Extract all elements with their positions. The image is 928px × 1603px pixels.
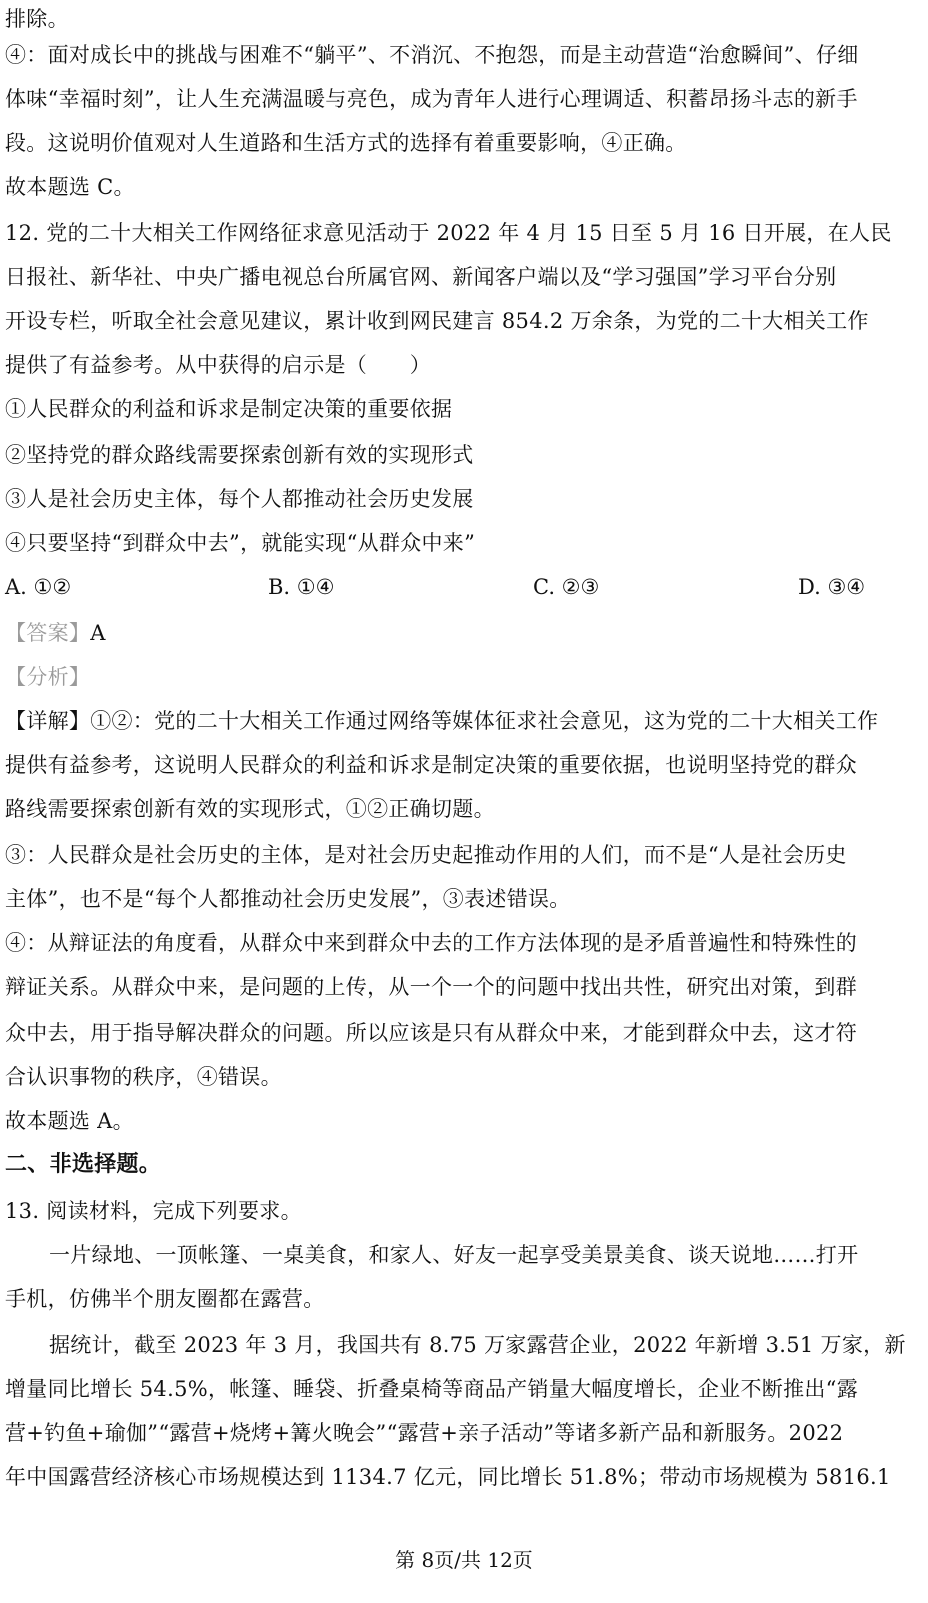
- statement-3: ③人是社会历史主体，每个人都推动社会历史发展: [5, 487, 474, 511]
- detail-line: ③：人民群众是社会历史的主体，是对社会历史起推动作用的人们，而不是“人是社会历史: [5, 843, 847, 867]
- text-line: 日报社、新华社、中央广播电视总台所属官网、新闻客户端以及“学习强国”学习平台分别: [5, 265, 837, 289]
- detail-line: 故本题选 A。: [5, 1109, 134, 1133]
- statement-4: ④只要坚持“到群众中去”，就能实现“从群众中来”: [5, 531, 476, 555]
- answer-line: [5, 614, 910, 652]
- analysis-label: 【分析】: [5, 665, 91, 689]
- answer-label: 【答案】: [5, 621, 91, 645]
- page-footer: 第 8页/共 12页: [395, 1548, 533, 1572]
- text-line: 提供了有益参考。从中获得的启示是（ ）: [5, 353, 431, 377]
- detail-line: 提供有益参考，这说明人民群众的利益和诉求是制定决策的重要依据，也说明坚持党的群众: [5, 753, 857, 777]
- material-line: 年中国露营经济核心市场规模达到 1134.7 亿元，同比增长 51.8%；带动市场规模为 5816.1: [5, 1465, 891, 1489]
- detail-line: ④：从辩证法的角度看，从群众中来到群众中去的工作方法体现的是矛盾普遍性和特殊性的: [5, 931, 857, 955]
- material-line: 营+钓鱼+瑜伽”“露营+烧烤+篝火晚会”“露营+亲子活动”等诸多新产品和新服务。2022: [5, 1421, 844, 1445]
- text-line: 段。这说明价值观对人生道路和生活方式的选择有着重要影响，④正确。: [5, 131, 687, 155]
- detail-line: 众中去，用于指导解决群众的问题。所以应该是只有从群众中来，才能到群众中去，这才符: [5, 1021, 857, 1045]
- material-paragraph: 据统计，截至 2023 年 3 月，我国共有 8.75 万家露营企业，2022 年新增 3.51 万家，新: [49, 1333, 906, 1357]
- material-line: 手机，仿佛半个朋友圈都在露营。: [5, 1287, 325, 1311]
- answer-value: A: [90, 621, 106, 645]
- detail-line: 路线需要探索创新有效的实现形式，①②正确切题。: [5, 797, 495, 821]
- question-13-stem: 13. 阅读材料，完成下列要求。: [5, 1199, 302, 1223]
- statement-2: ②坚持党的群众路线需要探索创新有效的实现形式: [5, 443, 474, 467]
- material-paragraph: 一片绿地、一顶帐篷、一桌美食，和家人、好友一起享受美景美食、谈天说地……打开: [49, 1243, 859, 1267]
- detail-line: 辩证关系。从群众中来，是问题的上传，从一个一个的问题中找出共性，研究出对策，到群: [5, 975, 857, 999]
- text-line: 开设专栏，听取全社会意见建议，累计收到网民建言 854.2 万余条，为党的二十大相关工作: [5, 309, 869, 333]
- statement-1: ①人民群众的利益和诉求是制定决策的重要依据: [5, 397, 453, 421]
- detail-line: 主体”，也不是“每个人都推动社会历史发展”，③表述错误。: [5, 887, 571, 911]
- text-line: 排除。: [5, 7, 69, 31]
- material-line: 增量同比增长 54.5%，帐篷、睡袋、折叠桌椅等商品产销量大幅度增长，企业不断推出“露: [5, 1377, 859, 1401]
- text-line: 故本题选 C。: [5, 175, 135, 199]
- section-heading: 二、非选择题。: [5, 1152, 162, 1177]
- text-line: 体味“幸福时刻”，让人生充满温暖与亮色，成为青年人进行心理调适、积蓄昂扬斗志的新手: [5, 87, 858, 111]
- option-a: A. ①②: [5, 575, 72, 599]
- option-b: B. ①④: [268, 575, 335, 599]
- option-d: D. ③④: [798, 575, 866, 599]
- detail-line: 【详解】①②：党的二十大相关工作通过网络等媒体征求社会意见，这为党的二十大相关工作: [5, 709, 879, 733]
- question-12-stem: 12. 党的二十大相关工作网络征求意见活动于 2022 年 4 月 15 日至 5 月 16 日开展，在人民: [5, 221, 892, 245]
- text-line: ④：面对成长中的挑战与困难不“躺平”、不消沉、不抱怨，而是主动营造“治愈瞬间”、仔细: [5, 43, 859, 67]
- detail-line: 合认识事物的秩序，④错误。: [5, 1065, 282, 1089]
- option-c: C. ②③: [533, 575, 600, 599]
